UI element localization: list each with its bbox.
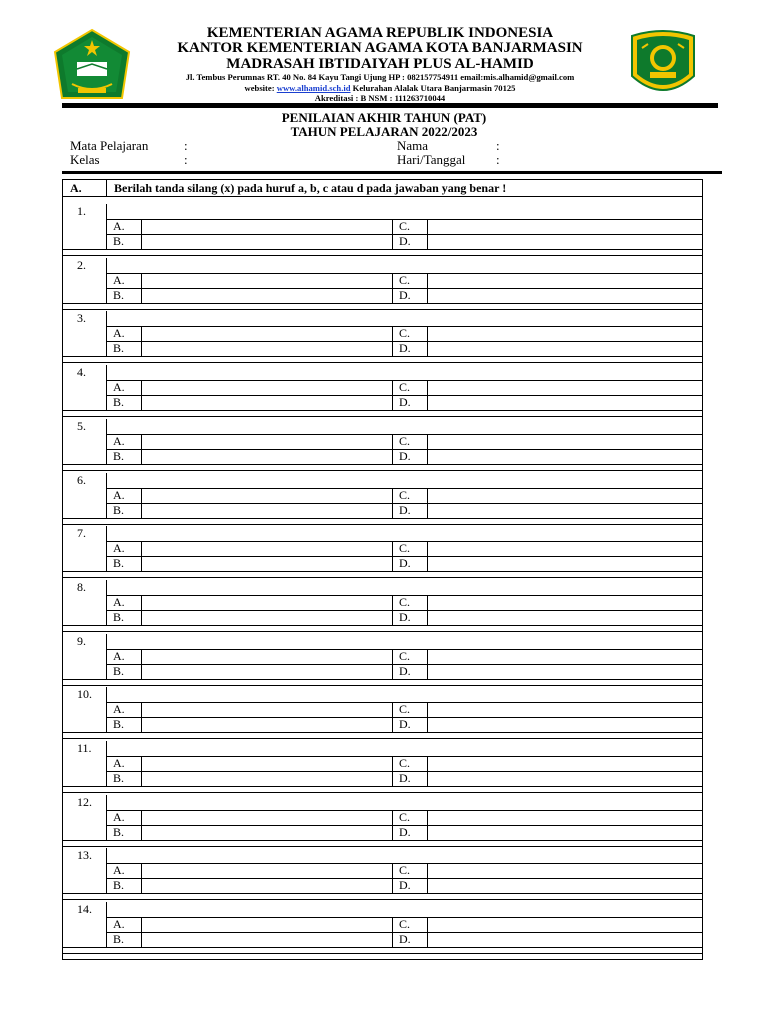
option-a-label: A. [113, 434, 125, 448]
option-d-label: D. [399, 771, 411, 785]
option-b-label: B. [113, 341, 125, 355]
option-b-label: B. [113, 449, 125, 463]
option-c-label: C. [399, 702, 411, 716]
option-c-label: C. [399, 595, 411, 609]
question-block [63, 902, 702, 956]
option-b-label: B. [113, 825, 125, 839]
option-label-divider [141, 434, 142, 465]
name-colon: : [496, 138, 500, 153]
option-label-divider [427, 863, 428, 894]
option-c-label: C. [399, 810, 411, 824]
question-text-cell[interactable] [106, 526, 702, 542]
website-line [140, 83, 620, 94]
question-text-cell[interactable] [106, 365, 702, 381]
option-column-divider [392, 649, 393, 680]
option-a-label: A. [113, 863, 125, 877]
question-block [63, 580, 702, 634]
question-block [63, 365, 702, 419]
option-c-label: C. [399, 756, 411, 770]
option-d-label: D. [399, 341, 411, 355]
option-c-label: C. [399, 219, 411, 233]
question-gap [63, 893, 702, 900]
option-a-label: A. [113, 756, 125, 770]
option-c-label: C. [399, 649, 411, 663]
option-label-divider [427, 595, 428, 626]
question-text-cell[interactable] [106, 634, 702, 650]
option-b-label: B. [113, 288, 125, 302]
question-gap [63, 356, 702, 363]
option-label-divider [427, 326, 428, 357]
option-b-label: B. [113, 503, 125, 517]
question-gap [63, 303, 702, 310]
option-d-label: D. [399, 234, 411, 248]
question-number: 8. [77, 580, 86, 594]
option-label-divider [427, 380, 428, 411]
header-divider [62, 171, 722, 174]
option-c-label: C. [399, 488, 411, 502]
question-gap [63, 732, 702, 739]
option-b-label: B. [113, 556, 125, 570]
option-label-divider [427, 541, 428, 572]
question-block [63, 258, 702, 312]
question-gap [63, 625, 702, 632]
question-gap [63, 249, 702, 256]
website-label: website: [244, 82, 277, 93]
class-colon: : [184, 152, 188, 167]
question-text-cell[interactable] [106, 848, 702, 864]
option-column-divider [392, 541, 393, 572]
date-colon: : [496, 152, 500, 167]
option-a-label: A. [113, 380, 125, 394]
option-d-label: D. [399, 825, 411, 839]
madrasah-logo [626, 28, 700, 102]
option-a-label: A. [113, 917, 125, 931]
question-text-cell[interactable] [106, 204, 702, 220]
question-gap [63, 464, 702, 471]
question-number: 1. [77, 204, 86, 218]
question-block [63, 795, 702, 849]
option-label-divider [141, 219, 142, 250]
option-c-label: C. [399, 273, 411, 287]
option-column-divider [392, 595, 393, 626]
option-b-label: B. [113, 664, 125, 678]
question-gap [63, 518, 702, 525]
kemenag-logo [52, 28, 132, 102]
option-d-label: D. [399, 503, 411, 517]
option-label-divider [427, 756, 428, 787]
accreditation: Akreditasi : B NSM : 111263710044 [314, 93, 446, 104]
option-label-divider [141, 810, 142, 841]
option-c-label: C. [399, 917, 411, 931]
option-label-divider [427, 273, 428, 304]
question-block [63, 526, 702, 580]
option-d-label: D. [399, 717, 411, 731]
option-label-divider [427, 649, 428, 680]
option-column-divider [392, 273, 393, 304]
option-column-divider [392, 810, 393, 841]
option-a-label: A. [113, 273, 125, 287]
option-label-divider [141, 649, 142, 680]
question-block [63, 741, 702, 795]
letterhead [0, 0, 768, 108]
question-block [63, 634, 702, 688]
option-b-label: B. [113, 610, 125, 624]
name-label: Nama [397, 138, 429, 153]
option-label-divider [141, 756, 142, 787]
option-a-label: A. [113, 649, 125, 663]
option-a-label: A. [113, 810, 125, 824]
letterhead-text [140, 26, 620, 104]
date-label: Hari/Tanggal [397, 152, 466, 167]
question-gap [63, 410, 702, 417]
option-a-label: A. [113, 702, 125, 716]
option-column-divider [392, 219, 393, 250]
subject-label: Mata Pelajaran [70, 138, 149, 153]
option-c-label: C. [399, 863, 411, 877]
option-a-label: A. [113, 488, 125, 502]
option-b-label: B. [113, 234, 125, 248]
subject-colon: : [184, 138, 188, 153]
option-b-label: B. [113, 395, 125, 409]
question-number: 11. [77, 741, 92, 755]
option-column-divider [392, 488, 393, 519]
office-name: KANTOR KEMENTERIAN AGAMA KOTA BANJARMASIN [177, 40, 583, 56]
option-label-divider [141, 541, 142, 572]
question-block [63, 311, 702, 365]
option-label-divider [427, 488, 428, 519]
school-address: Jl. Tembus Perumnas RT. 40 No. 84 Kayu Tangi Ujung HP : 082157754911 email:mis.alhamid@gmail.com [185, 72, 575, 82]
school-name: MADRASAH IBTIDAIYAH PLUS AL-HAMID [226, 56, 534, 72]
question-number: 6. [77, 473, 86, 487]
option-a-label: A. [113, 595, 125, 609]
question-block [63, 204, 702, 258]
option-label-divider [141, 326, 142, 357]
question-number: 7. [77, 526, 86, 540]
option-label-divider [141, 380, 142, 411]
question-text-cell[interactable] [106, 902, 702, 918]
option-a-label: A. [113, 326, 125, 340]
option-d-label: D. [399, 449, 411, 463]
question-text-cell[interactable] [106, 795, 702, 811]
instruction-separator [106, 180, 107, 196]
option-column-divider [392, 863, 393, 894]
option-b-label: B. [113, 771, 125, 785]
question-gap [63, 679, 702, 686]
kelurahan: Kelurahan Alalak Utara Banjarmasin 70125 [350, 82, 516, 93]
question-number: 3. [77, 311, 86, 325]
instruction-row [63, 180, 702, 197]
option-label-divider [427, 810, 428, 841]
option-label-divider [141, 595, 142, 626]
option-label-divider [427, 434, 428, 465]
option-d-label: D. [399, 288, 411, 302]
option-column-divider [392, 326, 393, 357]
question-block [63, 419, 702, 473]
option-column-divider [392, 434, 393, 465]
exam-year: TAHUN PELAJARAN 2022/2023 [290, 124, 478, 139]
option-b-label: B. [113, 717, 125, 731]
question-number: 9. [77, 634, 86, 648]
question-block [63, 848, 702, 902]
question-text-cell[interactable] [106, 741, 702, 757]
section-letter: A. [70, 181, 82, 195]
question-text-cell[interactable] [106, 580, 702, 596]
question-number: 10. [77, 687, 92, 701]
question-number: 14. [77, 902, 92, 916]
option-d-label: D. [399, 932, 411, 946]
option-label-divider [427, 219, 428, 250]
option-c-label: C. [399, 326, 411, 340]
question-text-cell[interactable] [106, 311, 702, 327]
option-column-divider [392, 917, 393, 948]
ministry-name: KEMENTERIAN AGAMA REPUBLIK INDONESIA [206, 25, 554, 41]
option-d-label: D. [399, 664, 411, 678]
website-link[interactable]: www.alhamid.sch.id [276, 82, 351, 93]
question-text-cell[interactable] [106, 258, 702, 274]
instruction-text: Berilah tanda silang (x) pada huruf a, b, c atau d pada jawaban yang benar ! [114, 181, 507, 195]
question-number: 12. [77, 795, 92, 809]
option-column-divider [392, 756, 393, 787]
question-block [63, 473, 702, 527]
option-b-label: B. [113, 932, 125, 946]
option-label-divider [427, 917, 428, 948]
question-number: 5. [77, 419, 86, 433]
option-c-label: C. [399, 541, 411, 555]
option-a-label: A. [113, 219, 125, 233]
question-number: 2. [77, 258, 86, 272]
class-label: Kelas [70, 152, 100, 167]
exam-title: PENILAIAN AKHIR TAHUN (PAT) [281, 110, 487, 125]
option-label-divider [427, 702, 428, 733]
option-c-label: C. [399, 380, 411, 394]
option-label-divider [141, 273, 142, 304]
option-d-label: D. [399, 610, 411, 624]
question-number: 4. [77, 365, 86, 379]
option-c-label: C. [399, 434, 411, 448]
question-gap [63, 947, 702, 954]
question-block [63, 687, 702, 741]
option-d-label: D. [399, 395, 411, 409]
option-label-divider [141, 488, 142, 519]
option-b-label: B. [113, 878, 125, 892]
letterhead-divider [62, 103, 718, 108]
option-label-divider [141, 917, 142, 948]
question-text-cell[interactable] [106, 687, 702, 703]
option-label-divider [141, 863, 142, 894]
option-a-label: A. [113, 541, 125, 555]
option-d-label: D. [399, 878, 411, 892]
question-gap [63, 571, 702, 578]
option-label-divider [141, 702, 142, 733]
question-text-cell[interactable] [106, 419, 702, 435]
question-text-cell[interactable] [106, 473, 702, 489]
option-d-label: D. [399, 556, 411, 570]
option-column-divider [392, 702, 393, 733]
question-gap [63, 840, 702, 847]
question-gap [63, 786, 702, 793]
answer-grid [62, 179, 703, 960]
question-number: 13. [77, 848, 92, 862]
option-column-divider [392, 380, 393, 411]
